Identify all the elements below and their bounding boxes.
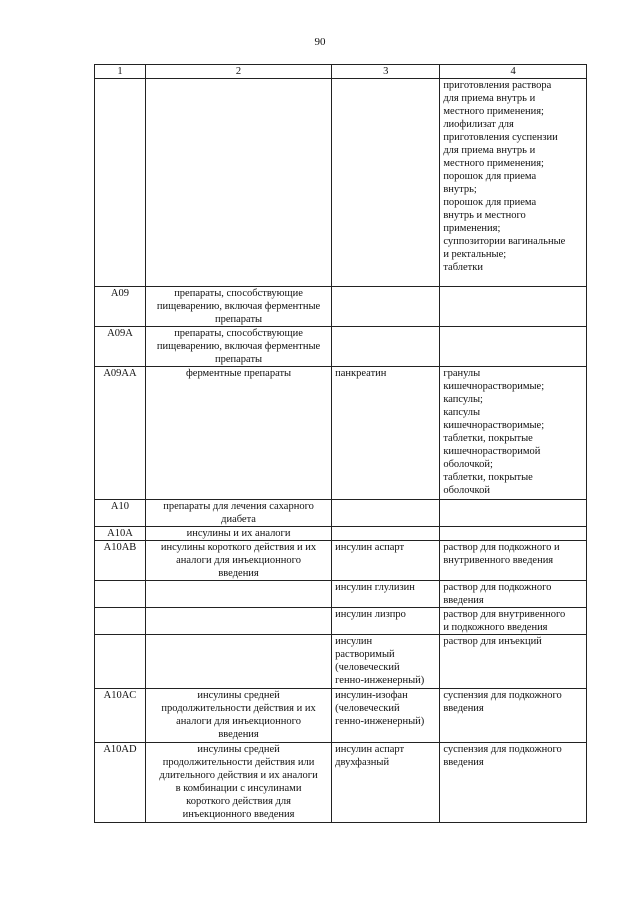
drug-name: инсулин аспарт двухфазный	[332, 743, 440, 823]
group-name: препараты, способствующие пищеварению, включая ферментные препараты	[145, 327, 331, 367]
group-name: инсулины короткого действия и их аналоги для инъекционного введения	[145, 541, 331, 581]
column-header: 4	[440, 65, 587, 79]
dosage-forms: суспензия для подкожного введения	[440, 743, 587, 823]
group-name: препараты для лечения сахарного диабета	[145, 500, 331, 527]
table-row	[95, 327, 587, 367]
atc-code: A09	[95, 287, 146, 327]
drug-table	[94, 64, 587, 823]
table-row	[95, 79, 587, 287]
atc-code	[95, 608, 146, 635]
dosage-forms: раствор для инъекций	[440, 635, 587, 689]
drug-name: панкреатин	[332, 367, 440, 500]
atc-code: A10AD	[95, 743, 146, 823]
drug-name: инсулин лизпро	[332, 608, 440, 635]
group-name: ферментные препараты	[145, 367, 331, 500]
table-row	[95, 608, 587, 635]
atc-code	[95, 581, 146, 608]
group-name: инсулины средней продолжительности действия или длительного действия и их аналоги в комбинации с инсулинами короткого действия для инъекционного введения	[145, 743, 331, 823]
group-name	[145, 79, 331, 287]
atc-code: A09A	[95, 327, 146, 367]
drug-name: инсулин растворимый (человеческий генно-инженерный)	[332, 635, 440, 689]
table-row	[95, 743, 587, 823]
dosage-forms	[440, 327, 587, 367]
dosage-forms: гранулы кишечнорастворимые; капсулы; капсулы кишечнорастворимые; таблетки, покрытые кишечнорастворимой оболочкой; таблетки, покрытые оболочкой	[440, 367, 587, 500]
group-name: препараты, способствующие пищеварению, включая ферментные препараты	[145, 287, 331, 327]
dosage-forms	[440, 500, 587, 527]
group-name	[145, 608, 331, 635]
dosage-forms	[440, 287, 587, 327]
dosage-forms: приготовления раствора для приема внутрь и местного применения; лиофилизат для приготовления суспензии для приема внутрь и местного применения; порошок для приема внутрь; порошок для приема внутрь и местного применения; суппозитории вагинальные и ректальные; таблетки	[440, 79, 587, 287]
atc-code: A10AC	[95, 689, 146, 743]
dosage-forms	[440, 527, 587, 541]
dosage-forms: раствор для внутривенного и подкожного введения	[440, 608, 587, 635]
drug-name	[332, 500, 440, 527]
column-header: 2	[145, 65, 331, 79]
table-row	[95, 527, 587, 541]
drug-name: инсулин аспарт	[332, 541, 440, 581]
table-row	[95, 287, 587, 327]
dosage-forms: суспензия для подкожного введения	[440, 689, 587, 743]
table-row	[95, 367, 587, 500]
table-header-row	[95, 65, 587, 79]
table-row	[95, 689, 587, 743]
atc-code: A09AA	[95, 367, 146, 500]
table-row	[95, 635, 587, 689]
column-header: 3	[332, 65, 440, 79]
drug-name: инсулин-изофан (человеческий генно-инженерный)	[332, 689, 440, 743]
table-row	[95, 541, 587, 581]
drug-name	[332, 527, 440, 541]
atc-code: A10	[95, 500, 146, 527]
group-name	[145, 581, 331, 608]
atc-code: A10AB	[95, 541, 146, 581]
drug-name	[332, 287, 440, 327]
drug-name: инсулин глулизин	[332, 581, 440, 608]
group-name	[145, 635, 331, 689]
dosage-forms: раствор для подкожного и внутривенного введения	[440, 541, 587, 581]
atc-code	[95, 79, 146, 287]
table-row	[95, 500, 587, 527]
dosage-forms: раствор для подкожного введения	[440, 581, 587, 608]
group-name: инсулины и их аналоги	[145, 527, 331, 541]
table-row	[95, 581, 587, 608]
atc-code	[95, 635, 146, 689]
page-number: 90	[314, 36, 326, 48]
atc-code: A10A	[95, 527, 146, 541]
group-name: инсулины средней продолжительности действия и их аналоги для инъекционного введения	[145, 689, 331, 743]
drug-name	[332, 79, 440, 287]
drug-name	[332, 327, 440, 367]
column-header: 1	[95, 65, 146, 79]
